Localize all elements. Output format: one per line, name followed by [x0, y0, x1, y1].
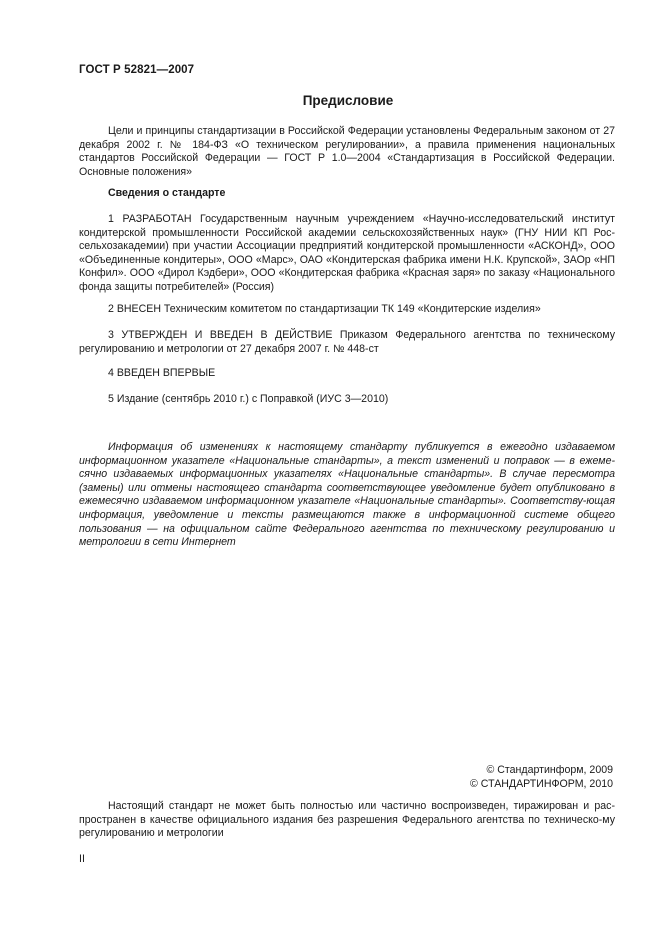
item-4-section — [79, 367, 615, 381]
section-subtitle: Сведения о стандарте — [108, 187, 226, 199]
item-edition: 5 Издание (сентябрь 2010 г.) с Поправкой (ИУС 3—2010) — [108, 393, 389, 405]
info-note-section — [79, 441, 615, 550]
item-2-section — [79, 303, 615, 317]
item-first-introduced: 4 ВВЕДЕН ВПЕРВЫЕ — [108, 367, 216, 379]
item-1-section — [79, 213, 615, 295]
footer-note-section — [79, 800, 615, 841]
page-number: II — [79, 853, 85, 865]
item-approved: 3 УТВЕРЖДЕН И ВВЕДЕН В ДЕЙСТВИЕ Приказом Федерального агентства по техническому регулированию и метрологии от 27 декабря 2007 г. № 448-ст — [79, 329, 615, 355]
item-3-section — [79, 329, 615, 356]
copyright-1: © Стандартинформ, 2009 — [486, 764, 613, 776]
item-introduced: 2 ВНЕСЕН Техническим комитетом по стандартизации ТК 149 «Кондитерские изделия» — [108, 303, 541, 315]
intro-section — [79, 125, 615, 179]
standard-info-heading-section — [79, 187, 615, 201]
footer-note: Настоящий стандарт не может быть полностью или частично воспроизведен, тиражирован и рас-пространен в качестве официального издания без разрешения Федерального агентства по техническо-му регулированию и метрологии — [79, 800, 615, 840]
copyright-2: © СТАНДАРТИНФОРМ, 2010 — [470, 778, 613, 790]
document-id: ГОСТ Р 52821—2007 — [79, 64, 195, 76]
item-developed: 1 РАЗРАБОТАН Государственным научным учреждением «Научно-исследовательский институт кондитерской промышленности Российской академии сельскохозяйственных наук» (ГНУ НИИ КП Рос-сельхозакадемии) при участии Ассоциации предприятий кондитерской промышленности «АСКОНД», ООО «Объединенные кондитеры», ООО «Марс», ОАО «Кондитерская фабрика имени Н.К. Крупской», ЗАОр «НП Конфил». ООО «Дирол Кэдбери», ООО «Кондитерская фабрика «Красная заря» по заказу «Национального фонда защиты потребителей» (Россия) — [79, 213, 615, 293]
info-note: Информация об изменениях к настоящему стандарту публикуется в ежегодно издаваемом информационном указателе «Национальные стандарты», а текст изменений и поправок — в ежеме-сячно издаваемых информационных указателях «Национальные стандарты». В случае пересмотра (замены) или отмены настоящего стандарта соответствующее уведомление будет опубликовано в ежемесячно издаваемом информационном указателе «Национальные стандарты». Соответству-ющая информация, уведомление и тексты размещаются также в информационной системе общего пользования — на официальном сайте Федерального агентства по техническому регулированию и метрологии в сети Интернет — [79, 441, 615, 549]
page-title: Предисловие — [302, 93, 394, 108]
item-5-section — [79, 393, 615, 407]
intro-paragraph: Цели и принципы стандартизации в Российской Федерации установлены Федеральным законом от 27 декабря 2002 г. № 184-ФЗ «О техническом регулировании», а правила применения национальных стандартов Российской Федерации — ГОСТ Р 1.0—2004 «Стандартизация в Российской Федерации. Основные положения» — [79, 125, 615, 178]
